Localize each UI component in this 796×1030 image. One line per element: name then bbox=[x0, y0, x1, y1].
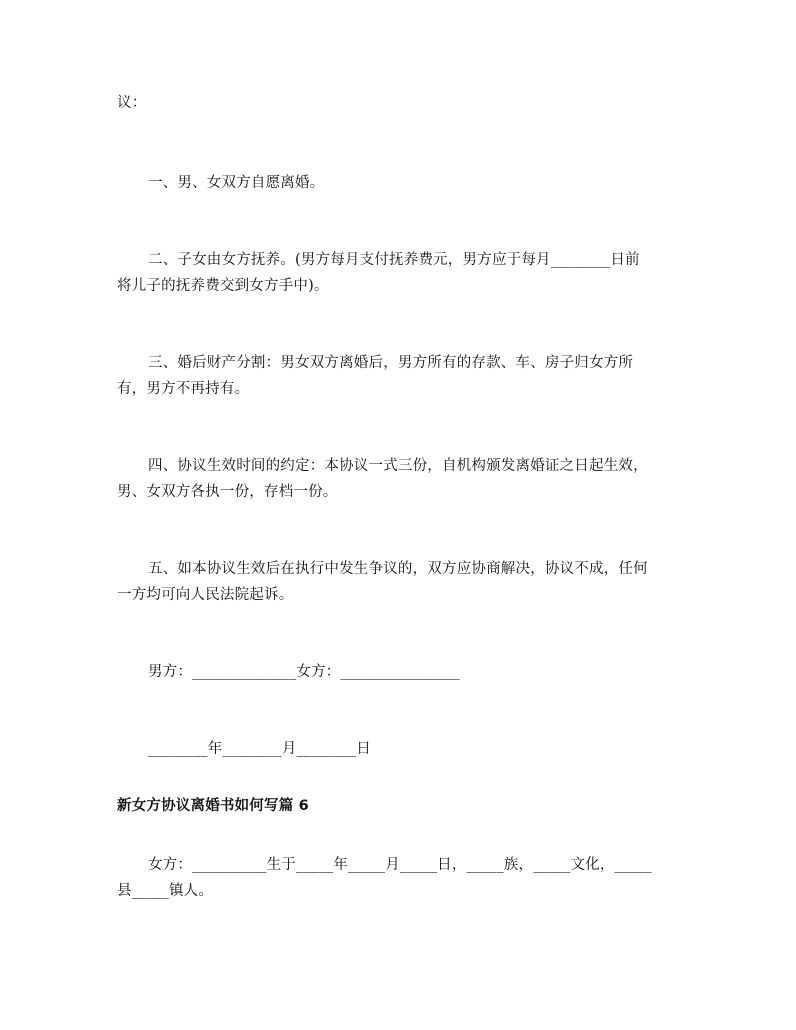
clause-4-line-1: 四、协议生效时间的约定：本协议一式三份，自机构颁发离婚证之日起生效， bbox=[148, 458, 648, 474]
clause-2-line-2: 将儿子的抚养费交到女方手中)。 bbox=[117, 278, 329, 294]
signature-line: 男方：______________女方：________________ bbox=[148, 664, 460, 680]
party-info-line-1: 女方：__________生于_____年_____月_____日，_____族，_____文化，_____ bbox=[148, 857, 652, 873]
paragraph-continuation: 议： bbox=[117, 95, 147, 111]
date-line: ________年________月________日 bbox=[148, 741, 371, 757]
clause-3-line-1: 三、婚后财产分割：男女双方离婚后，男方所有的存款、车、房子归女方所 bbox=[148, 355, 634, 371]
clause-4-line-2: 男、女双方各执一份，存档一份。 bbox=[117, 484, 338, 500]
clause-5-line-2: 一方均可向人民法院起诉。 bbox=[117, 587, 294, 603]
clause-5-line-1: 五、如本协议生效后在执行中发生争议的，双方应协商解决，协议不成，任何 bbox=[148, 561, 648, 577]
party-info-line-2: 县_____镇人。 bbox=[117, 883, 214, 899]
clause-2-line-1: 二、子女由女方抚养。(男方每月支付抚养费元，男方应于每月________日前 bbox=[148, 252, 640, 268]
clause-3-line-2: 有，男方不再持有。 bbox=[117, 381, 250, 397]
section-heading: 新女方协议离婚书如何写篇 6 bbox=[117, 798, 309, 814]
clause-1: 一、男、女双方自愿离婚。 bbox=[148, 175, 325, 191]
